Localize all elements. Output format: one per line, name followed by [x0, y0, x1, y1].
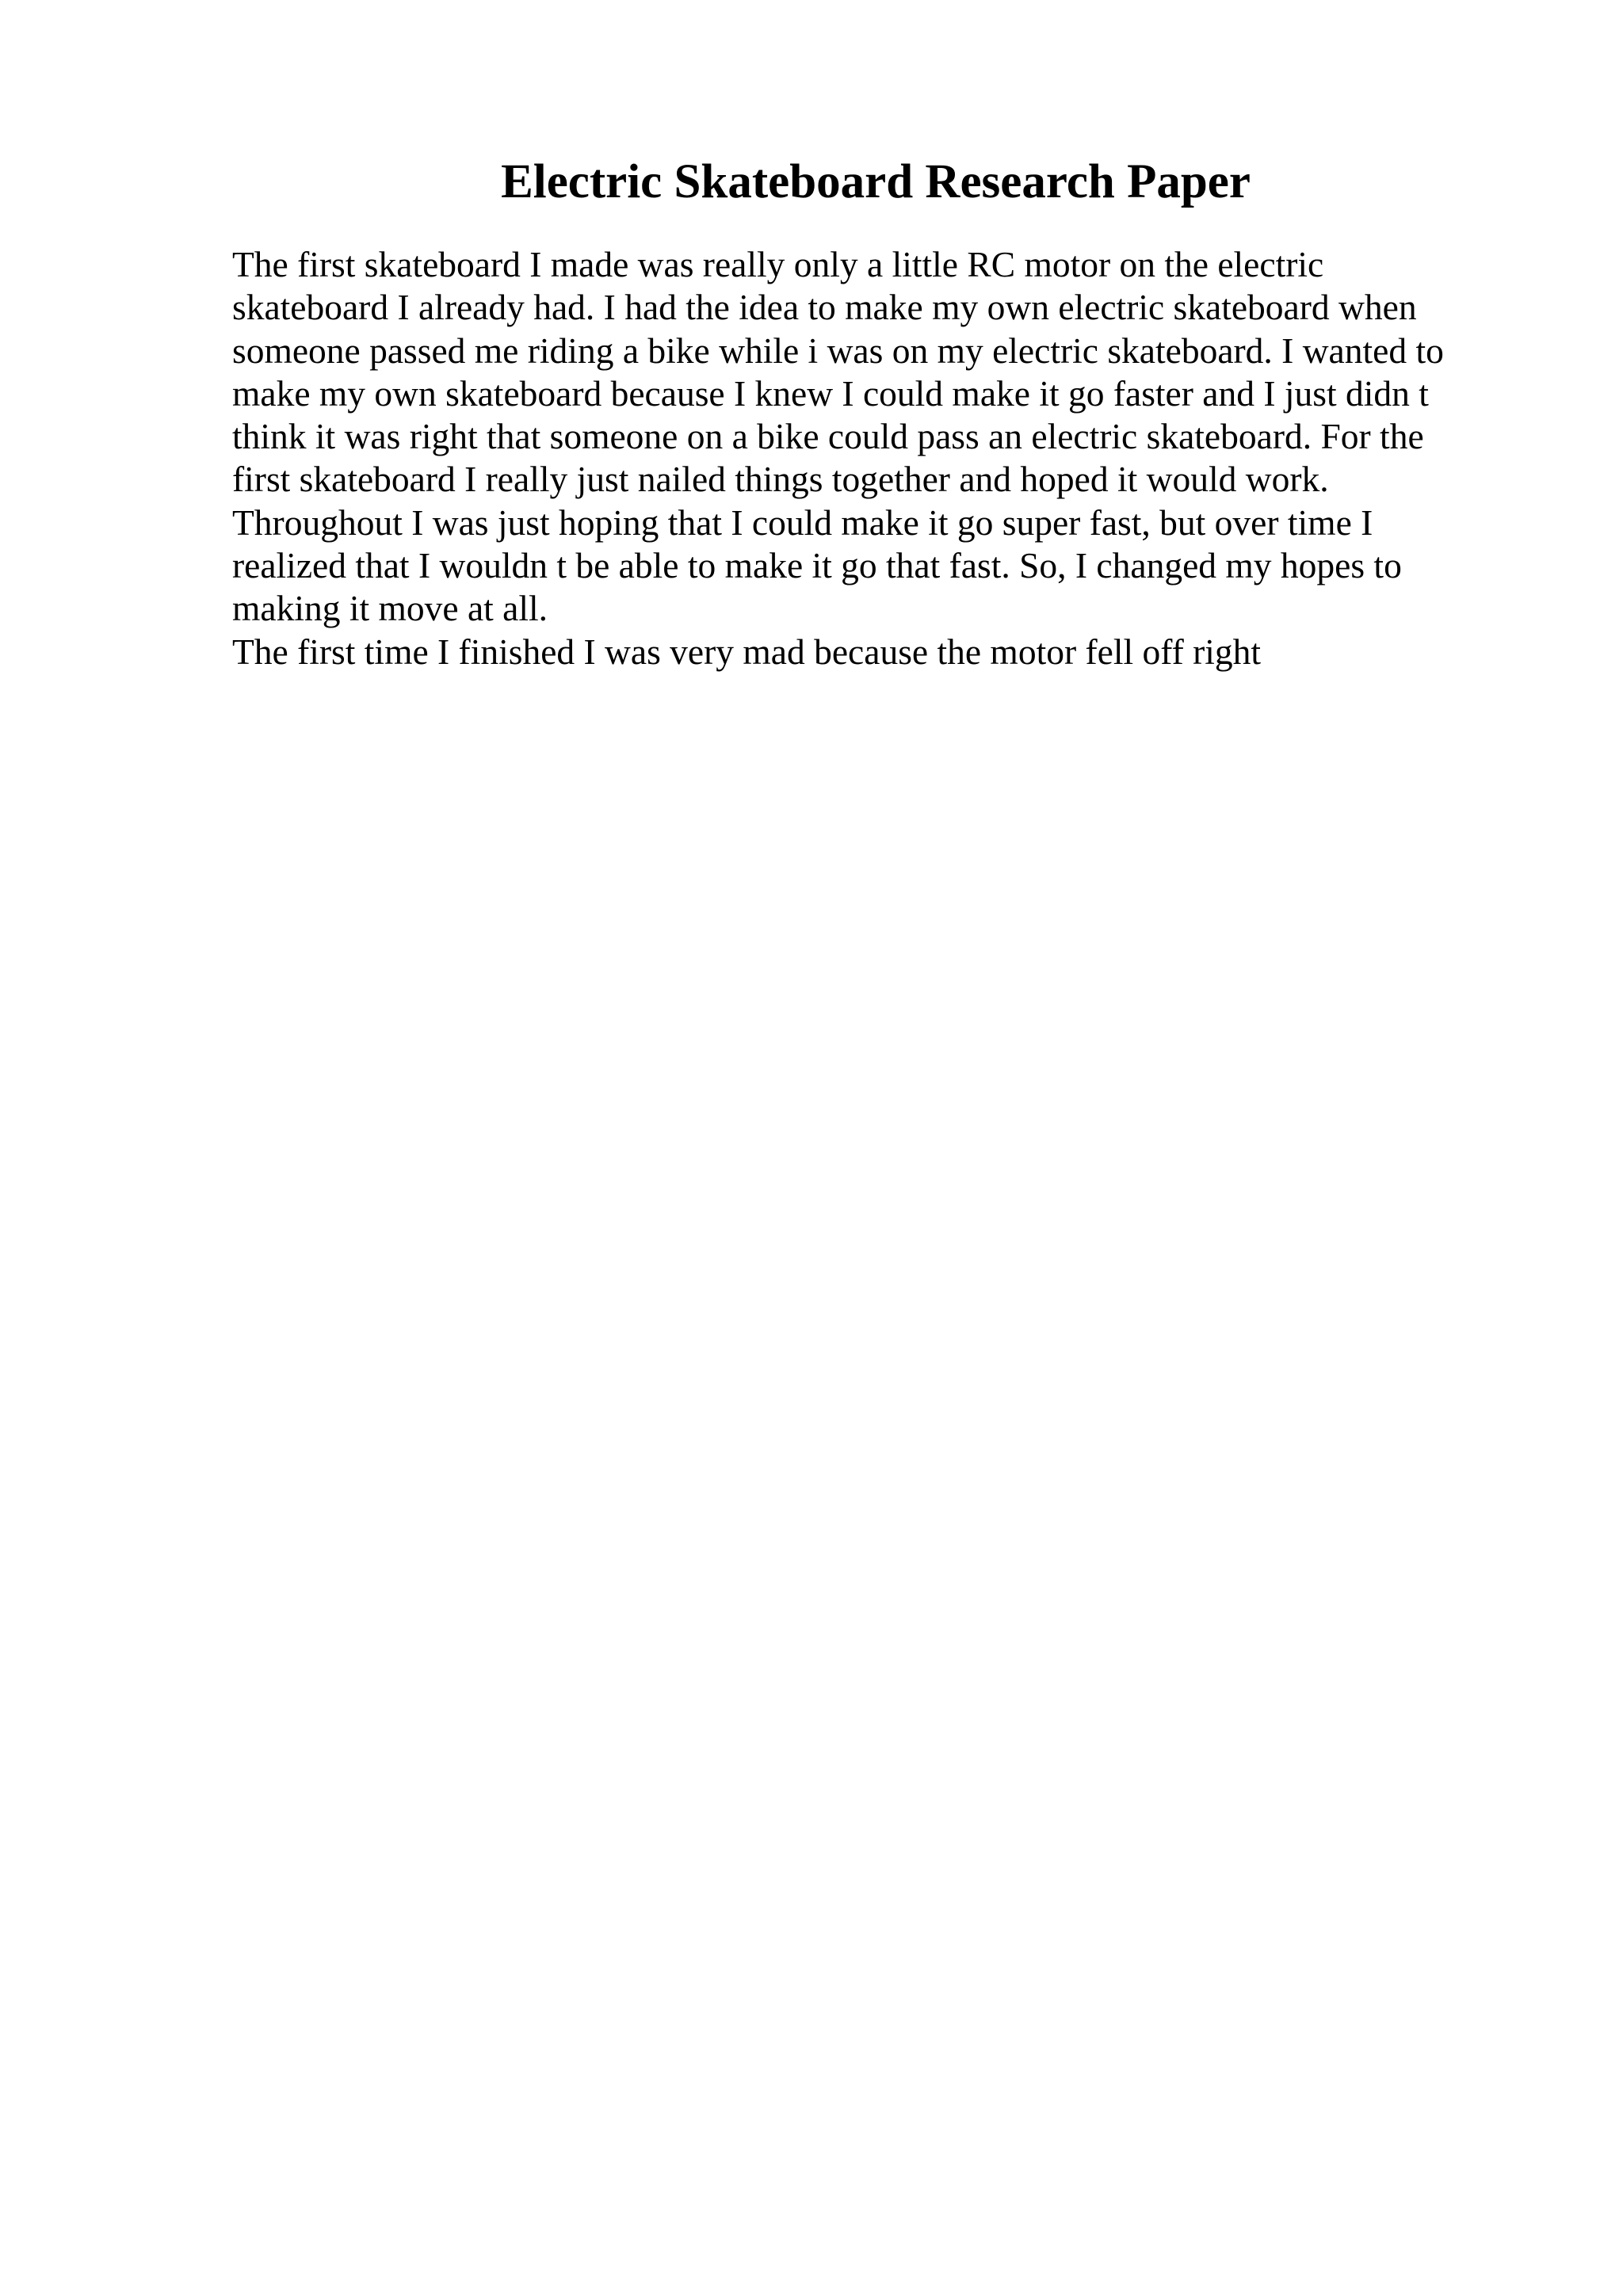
text-line: make my own skateboard because I knew I could make it go faster and I just didn t: [232, 372, 1429, 414]
text-line: The first skateboard I made was really only a little RC motor on the electric: [232, 244, 1324, 284]
document-body: [232, 243, 1595, 673]
text-line: Throughout I was just hoping that I could make it go super fast, but over time I: [232, 502, 1373, 543]
text-line: The first time I finished I was very mad because the motor fell off right: [232, 631, 1262, 672]
document-title: Electric Skateboard Research Paper: [501, 155, 1251, 208]
text-line: first skateboard I really just nailed things together and hoped it would work.: [232, 459, 1329, 500]
text-line: making it move at all.: [232, 588, 548, 629]
text-line: someone passed me riding a bike while i was on my electric skateboard. I wanted to: [232, 330, 1444, 371]
text-line: realized that I wouldn t be able to make it go that fast. So, I changed my hopes to: [232, 545, 1402, 586]
text-line: think it was right that someone on a bike could pass an electric skateboard. For the: [232, 416, 1424, 457]
text-line: skateboard I already had. I had the idea to make my own electric skateboard when: [232, 287, 1417, 328]
